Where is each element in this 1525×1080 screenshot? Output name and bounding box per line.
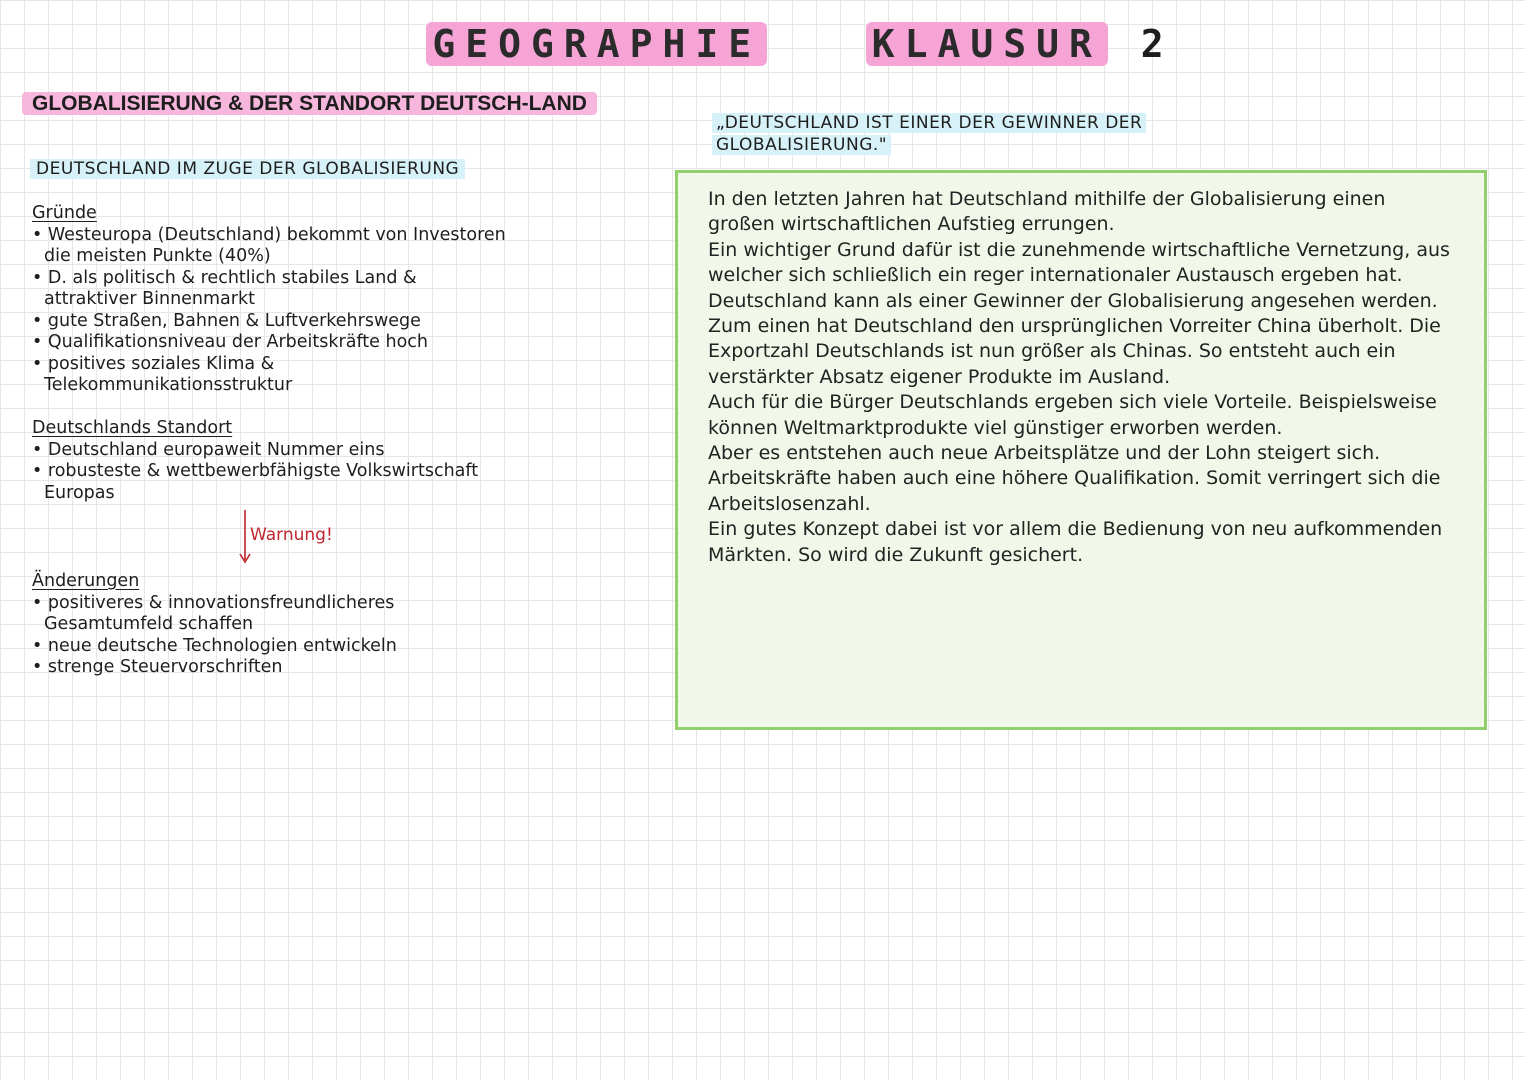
section-title: Deutschlands Standort (32, 418, 233, 438)
title-part-1: GEOGRAPHIE (426, 22, 767, 66)
list-item: • gute Straßen, Bahnen & Luftverkehrswege (32, 311, 512, 333)
answer-paragraph: Ein wichtiger Grund dafür ist die zunehmende wirtschaftliche Vernetzung, aus welcher sich schließlich ein reger internationaler Austausch ergeben hat. (708, 238, 1450, 287)
main-heading (22, 92, 612, 116)
answer-paragraph: Deutschland kann als einer Gewinner der Globalisierung angesehen werden. (708, 289, 1438, 312)
section-title: Änderungen (32, 571, 140, 591)
list-item: • neue deutsche Technologien entwickeln (32, 636, 512, 658)
answer-paragraph: Aber es entstehen auch neue Arbeitsplätze und der Lohn steigert sich. Arbeitskräfte haben auch eine höhere Qualifikation. Somit verringert sich die Arbeitslosenzahl. (708, 442, 1441, 515)
main-heading-text: GLOBALISIERUNG & DER STANDORT DEUTSCH-LAND (22, 92, 597, 115)
section-standort (32, 418, 512, 504)
answer-paragraph: Auch für die Bürger Deutschlands ergeben sich viele Vorteile. Beispielsweise können Weltmarktprodukte viel günstiger erworben werden. (708, 391, 1437, 439)
title-part-2: KLAUSUR (866, 22, 1108, 66)
list-item: • strenge Steuervorschriften (32, 657, 512, 679)
list-item: • Deutschland europaweit Nummer eins (32, 440, 512, 462)
answer-box (675, 170, 1487, 730)
quote-text: „DEUTSCHLAND IST EINER DER GEWINNER DER GLOBALISIERUNG." (712, 113, 1146, 155)
list-item: • robusteste & wettbewerbfähigste Volkswirtschaft Europas (32, 461, 512, 504)
title-number: 2 (1140, 22, 1174, 66)
page-title (300, 22, 1300, 66)
section-aenderungen (32, 571, 512, 679)
quote (712, 112, 1232, 156)
list-item: • positiveres & innovationsfreundlicheres Gesamtumfeld schaffen (32, 593, 512, 636)
list-item: • positives soziales Klima & Telekommunikationsstruktur (32, 354, 512, 397)
bullet-list (32, 593, 512, 679)
list-item: • Qualifikationsniveau der Arbeitskräfte hoch (32, 332, 512, 354)
answer-paragraph: Ein gutes Konzept dabei ist vor allem die Bedienung von neu aufkommenden Märkten. So wird die Zukunft gesichert. (708, 518, 1443, 566)
warning-label: Warnung! (250, 525, 333, 545)
sub-heading (30, 159, 465, 179)
bullet-list (32, 440, 512, 505)
list-item: • Westeuropa (Deutschland) bekommt von Investoren die meisten Punkte (40%) (32, 225, 512, 268)
section-title: Gründe (32, 203, 97, 223)
bullet-list (32, 225, 512, 397)
section-gruende (32, 203, 512, 397)
answer-paragraph: In den letzten Jahren hat Deutschland mithilfe der Globalisierung einen großen wirtschaftlichen Aufstieg errungen. (708, 188, 1386, 236)
sub-heading-text: DEUTSCHLAND IM ZUGE DER GLOBALISIERUNG (30, 159, 465, 179)
list-item: • D. als politisch & rechtlich stabiles Land & attraktiver Binnenmarkt (32, 268, 512, 311)
answer-paragraph: Zum einen hat Deutschland den ursprünglichen Vorreiter China überholt. Die Exportzahl Deutschlands ist nun größer als Chinas. So entsteht auch ein verstärkter Absatz eigener Produkte im Ausland. (708, 315, 1441, 388)
